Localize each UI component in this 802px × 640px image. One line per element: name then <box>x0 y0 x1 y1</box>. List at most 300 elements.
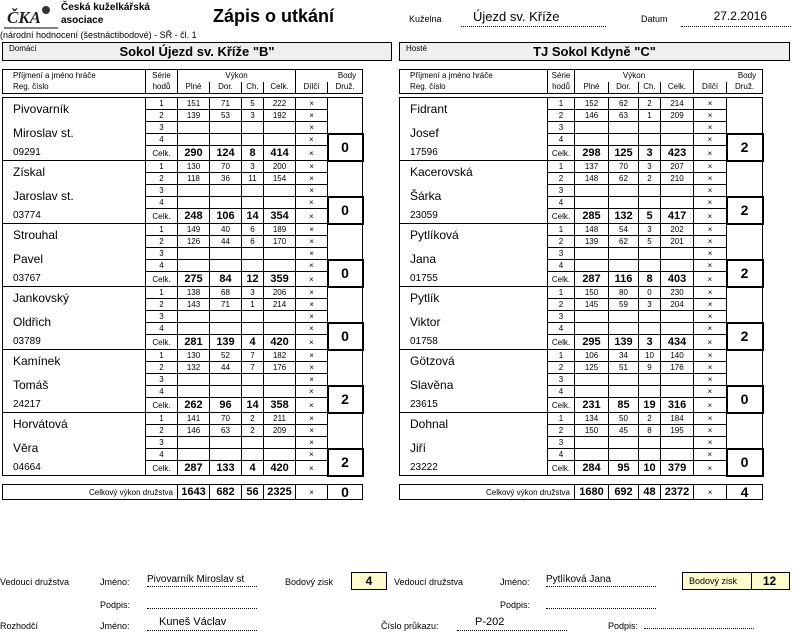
score-cell: 139 <box>178 110 210 122</box>
dilci-mark: × <box>694 236 727 248</box>
score-cell <box>575 323 609 335</box>
player-reg-number: 01755 <box>400 272 548 287</box>
score-cell <box>639 449 661 461</box>
header-serie: Série <box>548 70 575 82</box>
player-surname: Pivovarník <box>3 98 146 122</box>
team-total-row <box>3 485 363 500</box>
dilci-mark: × <box>694 323 727 335</box>
total-cell: 403 <box>661 272 694 287</box>
series-number: 1 <box>548 413 575 425</box>
player-series-row <box>400 413 763 425</box>
series-number: 3 <box>146 437 178 449</box>
score-cell: 195 <box>661 425 694 437</box>
player-points: 2 <box>328 386 363 413</box>
score-cell <box>639 134 661 146</box>
kuzelna-value: Újezd sv. Kříže <box>461 9 606 27</box>
series-number: 1 <box>548 98 575 110</box>
player-series-row <box>3 413 363 425</box>
score-cell <box>178 374 210 386</box>
player-points: 0 <box>328 260 363 287</box>
player-reg-number: 24217 <box>3 398 146 413</box>
total-cell: 316 <box>661 398 694 413</box>
score-cell <box>210 374 242 386</box>
player-reg-number: 04664 <box>3 461 146 476</box>
score-cell <box>210 323 242 335</box>
score-cell <box>661 437 694 449</box>
player-firstname: Viktor <box>400 311 548 335</box>
player-reg-number: 23222 <box>400 461 548 476</box>
total-cell: 5 <box>639 209 661 224</box>
guest-bodovy-zisk-label: Bodový zisk <box>689 576 738 586</box>
score-cell: 0 <box>639 287 661 299</box>
dilci-mark: × <box>296 122 328 134</box>
header-row <box>3 70 363 82</box>
total-cell: 12 <box>242 272 264 287</box>
player-series-row <box>3 161 363 173</box>
score-cell: 70 <box>609 161 639 173</box>
celk-label: Celk. <box>548 272 575 287</box>
score-cell: 7 <box>242 362 264 374</box>
score-cell <box>575 311 609 323</box>
player-reg-number: 01758 <box>400 335 548 350</box>
total-cell: 95 <box>609 461 639 476</box>
series-number: 4 <box>146 386 178 398</box>
home-signature-line <box>147 598 257 609</box>
kuzelna-label: Kuželna <box>409 14 442 24</box>
svg-text:ČKA: ČKA <box>7 8 42 27</box>
dilci-mark: × <box>296 374 328 386</box>
druz-spacer <box>328 224 363 260</box>
player-surname: Dohnal <box>400 413 548 437</box>
score-cell <box>264 122 296 134</box>
score-cell: 202 <box>661 224 694 236</box>
score-cell: 8 <box>639 425 661 437</box>
score-cell <box>210 449 242 461</box>
total-cell: 417 <box>661 209 694 224</box>
score-cell <box>575 449 609 461</box>
player-total-row <box>3 209 363 224</box>
player-firstname: Jiří <box>400 437 548 461</box>
score-cell: 148 <box>575 173 609 185</box>
total-cell: 248 <box>178 209 210 224</box>
score-cell: 2 <box>639 98 661 110</box>
player-firstname: Věra <box>3 437 146 461</box>
org-line1: Česká kuželkářská <box>61 2 150 13</box>
dilci-mark: × <box>296 197 328 209</box>
druz-spacer <box>727 98 763 134</box>
player-total-row <box>400 461 763 476</box>
score-cell <box>178 260 210 272</box>
score-cell <box>661 197 694 209</box>
header-row <box>3 82 363 94</box>
player-total-row <box>3 335 363 350</box>
series-number: 4 <box>548 386 575 398</box>
header-serie: Série <box>146 70 178 82</box>
player-surname: Kamínek <box>3 350 146 374</box>
player-series-row <box>400 350 763 362</box>
score-cell: 214 <box>264 299 296 311</box>
player-surname: Jankovský <box>3 287 146 311</box>
team-total-points: 4 <box>727 485 763 500</box>
org-line2: asociace <box>61 15 104 26</box>
player-series-row <box>400 248 763 260</box>
header-plne: Plné <box>575 82 609 94</box>
score-cell: 6 <box>242 224 264 236</box>
total-cell: 3 <box>639 146 661 161</box>
dilci-mark: × <box>296 362 328 374</box>
spacer-cell <box>575 476 609 485</box>
player-total-row <box>3 272 363 287</box>
datum-label: Datum <box>641 14 668 24</box>
home-grid <box>2 69 364 500</box>
series-number: 2 <box>146 173 178 185</box>
dilci-mark: × <box>694 362 727 374</box>
player-reg-number: 03774 <box>3 209 146 224</box>
score-cell: 146 <box>575 110 609 122</box>
score-cell <box>661 449 694 461</box>
total-cell: 358 <box>264 398 296 413</box>
spacer-cell <box>146 476 178 485</box>
dilci-mark: × <box>694 110 727 122</box>
score-cell <box>264 134 296 146</box>
series-number: 4 <box>548 323 575 335</box>
score-cell <box>639 437 661 449</box>
player-firstname: Slavěna <box>400 374 548 398</box>
score-cell: 150 <box>575 287 609 299</box>
spacer-cell <box>661 476 694 485</box>
spacer-cell <box>328 476 363 485</box>
dilci-mark: × <box>694 299 727 311</box>
druz-spacer <box>328 350 363 386</box>
score-cell <box>609 122 639 134</box>
score-cell <box>242 437 264 449</box>
score-cell <box>210 260 242 272</box>
score-cell: 137 <box>575 161 609 173</box>
dilci-mark: × <box>694 224 727 236</box>
score-cell: 126 <box>178 236 210 248</box>
score-cell: 40 <box>210 224 242 236</box>
team-total-cell: 2372 <box>661 485 694 500</box>
header-dilci: Dílčí <box>694 82 727 94</box>
series-number: 3 <box>146 122 178 134</box>
score-cell: 9 <box>639 362 661 374</box>
score-cell: 3 <box>639 161 661 173</box>
player-series-row <box>400 185 763 197</box>
spacer-cell <box>609 476 639 485</box>
score-cell: 189 <box>264 224 296 236</box>
spacer-cell <box>264 476 296 485</box>
team-total-x: × <box>694 485 727 500</box>
score-cell <box>575 374 609 386</box>
referee-signature-line <box>644 618 754 629</box>
series-number: 2 <box>146 362 178 374</box>
header-vykon: Výkon <box>178 70 296 82</box>
dilci-mark: × <box>694 248 727 260</box>
header-celk: Celk. <box>661 82 694 94</box>
series-number: 2 <box>548 110 575 122</box>
dilci-mark: × <box>694 425 727 437</box>
spacer-cell <box>400 476 548 485</box>
player-total-row <box>400 335 763 350</box>
datum-value: 27.2.2016 <box>681 9 791 27</box>
series-number: 3 <box>548 185 575 197</box>
series-number: 2 <box>146 110 178 122</box>
header-dilci: Dílčí <box>296 82 328 94</box>
score-cell: 182 <box>264 350 296 362</box>
player-firstname: Miroslav st. <box>3 122 146 146</box>
card-label: Číslo průkazu: <box>381 621 439 631</box>
total-cell: 359 <box>264 272 296 287</box>
score-cell <box>661 374 694 386</box>
score-cell <box>178 134 210 146</box>
player-total-row <box>400 146 763 161</box>
score-cell <box>575 134 609 146</box>
score-cell <box>639 260 661 272</box>
druz-spacer <box>727 161 763 197</box>
dilci-mark: × <box>694 134 727 146</box>
celk-label: Celk. <box>146 398 178 413</box>
player-surname: Horvátová <box>3 413 146 437</box>
team-total-row <box>400 485 763 500</box>
guest-label: Hosté <box>406 44 427 53</box>
player-series-row <box>3 185 363 197</box>
home-leader-label: Vedoucí družstva <box>0 577 70 587</box>
druz-spacer <box>727 224 763 260</box>
total-cell: 19 <box>639 398 661 413</box>
score-cell <box>264 437 296 449</box>
score-cell <box>609 134 639 146</box>
player-surname: Kacerovská <box>400 161 548 185</box>
score-cell: 62 <box>609 98 639 110</box>
score-cell <box>264 197 296 209</box>
score-cell: 222 <box>264 98 296 110</box>
spacer-cell <box>178 476 210 485</box>
druz-spacer <box>727 350 763 386</box>
score-cell <box>609 437 639 449</box>
series-number: 1 <box>548 287 575 299</box>
dilci-mark: × <box>694 185 727 197</box>
score-cell: 148 <box>575 224 609 236</box>
total-cell: 284 <box>575 461 609 476</box>
score-cell <box>264 311 296 323</box>
total-cell: 139 <box>210 335 242 350</box>
dilci-mark: × <box>296 323 328 335</box>
player-series-row <box>3 287 363 299</box>
series-number: 1 <box>146 413 178 425</box>
druz-spacer <box>727 413 763 449</box>
player-surname: Strouhal <box>3 224 146 248</box>
team-total-cell: 1643 <box>178 485 210 500</box>
score-cell <box>178 449 210 461</box>
dilci-mark: × <box>296 173 328 185</box>
player-reg-number: 23059 <box>400 209 548 224</box>
score-cell: 63 <box>609 110 639 122</box>
player-surname: Pytlík <box>400 287 548 311</box>
home-leader-jmeno-label: Jméno: <box>100 577 130 587</box>
total-cell: 275 <box>178 272 210 287</box>
score-cell: 71 <box>210 98 242 110</box>
dilci-mark: × <box>296 299 328 311</box>
total-cell: 8 <box>639 272 661 287</box>
player-points: 0 <box>328 197 363 224</box>
total-cell: 133 <box>210 461 242 476</box>
score-cell: 139 <box>575 236 609 248</box>
score-cell <box>639 323 661 335</box>
player-surname: Získal <box>3 161 146 185</box>
score-cell: 53 <box>210 110 242 122</box>
score-cell <box>661 323 694 335</box>
total-cell: 420 <box>264 461 296 476</box>
total-cell: 287 <box>575 272 609 287</box>
series-number: 1 <box>548 161 575 173</box>
score-cell <box>178 197 210 209</box>
score-cell <box>242 134 264 146</box>
series-number: 4 <box>146 449 178 461</box>
score-cell: 138 <box>178 287 210 299</box>
team-total-points: 0 <box>328 485 363 500</box>
score-cell: 51 <box>609 362 639 374</box>
dilci-mark: × <box>694 350 727 362</box>
score-cell: 80 <box>609 287 639 299</box>
total-cell: 14 <box>242 209 264 224</box>
series-number: 1 <box>146 224 178 236</box>
player-points: 2 <box>727 134 763 161</box>
score-cell <box>609 197 639 209</box>
total-cell: 139 <box>609 335 639 350</box>
player-series-row <box>3 350 363 362</box>
series-number: 3 <box>548 437 575 449</box>
header-ch: Ch. <box>639 82 661 94</box>
player-firstname: Šárka <box>400 185 548 209</box>
spacer-cell <box>296 476 328 485</box>
celk-label: Celk. <box>548 209 575 224</box>
score-cell <box>264 449 296 461</box>
score-cell <box>178 323 210 335</box>
score-cell: 143 <box>178 299 210 311</box>
score-cell <box>661 185 694 197</box>
score-cell: 130 <box>178 350 210 362</box>
series-number: 4 <box>548 260 575 272</box>
total-cell: 379 <box>661 461 694 476</box>
score-cell <box>609 260 639 272</box>
player-firstname: Oldřich <box>3 311 146 335</box>
player-points: 2 <box>727 197 763 224</box>
dilci-mark: × <box>694 260 727 272</box>
series-number: 4 <box>548 449 575 461</box>
team-total-cell: 56 <box>242 485 264 500</box>
series-number: 2 <box>548 299 575 311</box>
score-cell: 59 <box>609 299 639 311</box>
dilci-mark: × <box>296 335 328 350</box>
score-cell: 3 <box>242 110 264 122</box>
score-cell <box>609 311 639 323</box>
dilci-mark: × <box>694 398 727 413</box>
team-total-cell: 682 <box>210 485 242 500</box>
score-cell: 68 <box>210 287 242 299</box>
score-cell <box>178 248 210 260</box>
score-cell <box>242 386 264 398</box>
score-cell: 63 <box>210 425 242 437</box>
dilci-mark: × <box>296 236 328 248</box>
dilci-mark: × <box>296 209 328 224</box>
guest-team-name: TJ Sokol Kdyně "C" <box>533 44 656 59</box>
score-cell <box>242 374 264 386</box>
dilci-mark: × <box>296 272 328 287</box>
score-cell: 230 <box>661 287 694 299</box>
dilci-mark: × <box>296 311 328 323</box>
player-series-row <box>400 287 763 299</box>
score-cell <box>575 260 609 272</box>
player-points: 0 <box>727 449 763 476</box>
score-cell <box>661 122 694 134</box>
score-cell: 204 <box>661 299 694 311</box>
score-cell <box>639 386 661 398</box>
header-row <box>400 70 763 82</box>
series-number: 4 <box>146 323 178 335</box>
score-cell <box>242 122 264 134</box>
score-cell <box>639 122 661 134</box>
celk-label: Celk. <box>146 209 178 224</box>
score-cell <box>242 449 264 461</box>
score-cell <box>210 311 242 323</box>
player-series-row <box>400 98 763 110</box>
score-cell <box>242 248 264 260</box>
spacer-cell <box>639 476 661 485</box>
total-cell: 414 <box>264 146 296 161</box>
score-cell <box>210 386 242 398</box>
series-number: 2 <box>548 236 575 248</box>
score-cell <box>210 134 242 146</box>
total-cell: 295 <box>575 335 609 350</box>
score-cell: 200 <box>264 161 296 173</box>
player-points: 2 <box>328 449 363 476</box>
celk-label: Celk. <box>146 272 178 287</box>
series-number: 2 <box>548 173 575 185</box>
score-cell: 44 <box>210 236 242 248</box>
score-cell: 176 <box>264 362 296 374</box>
score-cell <box>575 248 609 260</box>
druz-spacer <box>727 287 763 323</box>
series-number: 2 <box>548 362 575 374</box>
score-cell <box>609 374 639 386</box>
total-cell: 420 <box>264 335 296 350</box>
header-row <box>400 82 763 94</box>
total-cell: 14 <box>242 398 264 413</box>
series-number: 3 <box>548 248 575 260</box>
referee-podpis-label: Podpis: <box>608 621 639 631</box>
player-series-row <box>3 311 363 323</box>
header-druz: Druž. <box>328 82 363 94</box>
dilci-mark: × <box>694 449 727 461</box>
total-cell: 106 <box>210 209 242 224</box>
referee-jmeno-label: Jméno: <box>100 621 130 631</box>
header-ch: Ch. <box>242 82 264 94</box>
series-number: 3 <box>146 311 178 323</box>
score-cell <box>575 197 609 209</box>
celk-label: Celk. <box>548 146 575 161</box>
series-number: 3 <box>146 185 178 197</box>
score-cell <box>609 386 639 398</box>
score-cell: 6 <box>242 236 264 248</box>
series-number: 2 <box>146 299 178 311</box>
score-cell: 3 <box>242 161 264 173</box>
score-cell <box>609 449 639 461</box>
series-number: 1 <box>146 161 178 173</box>
player-total-row <box>3 398 363 413</box>
spacer-cell <box>242 476 264 485</box>
score-cell <box>639 374 661 386</box>
player-points: 0 <box>328 323 363 350</box>
